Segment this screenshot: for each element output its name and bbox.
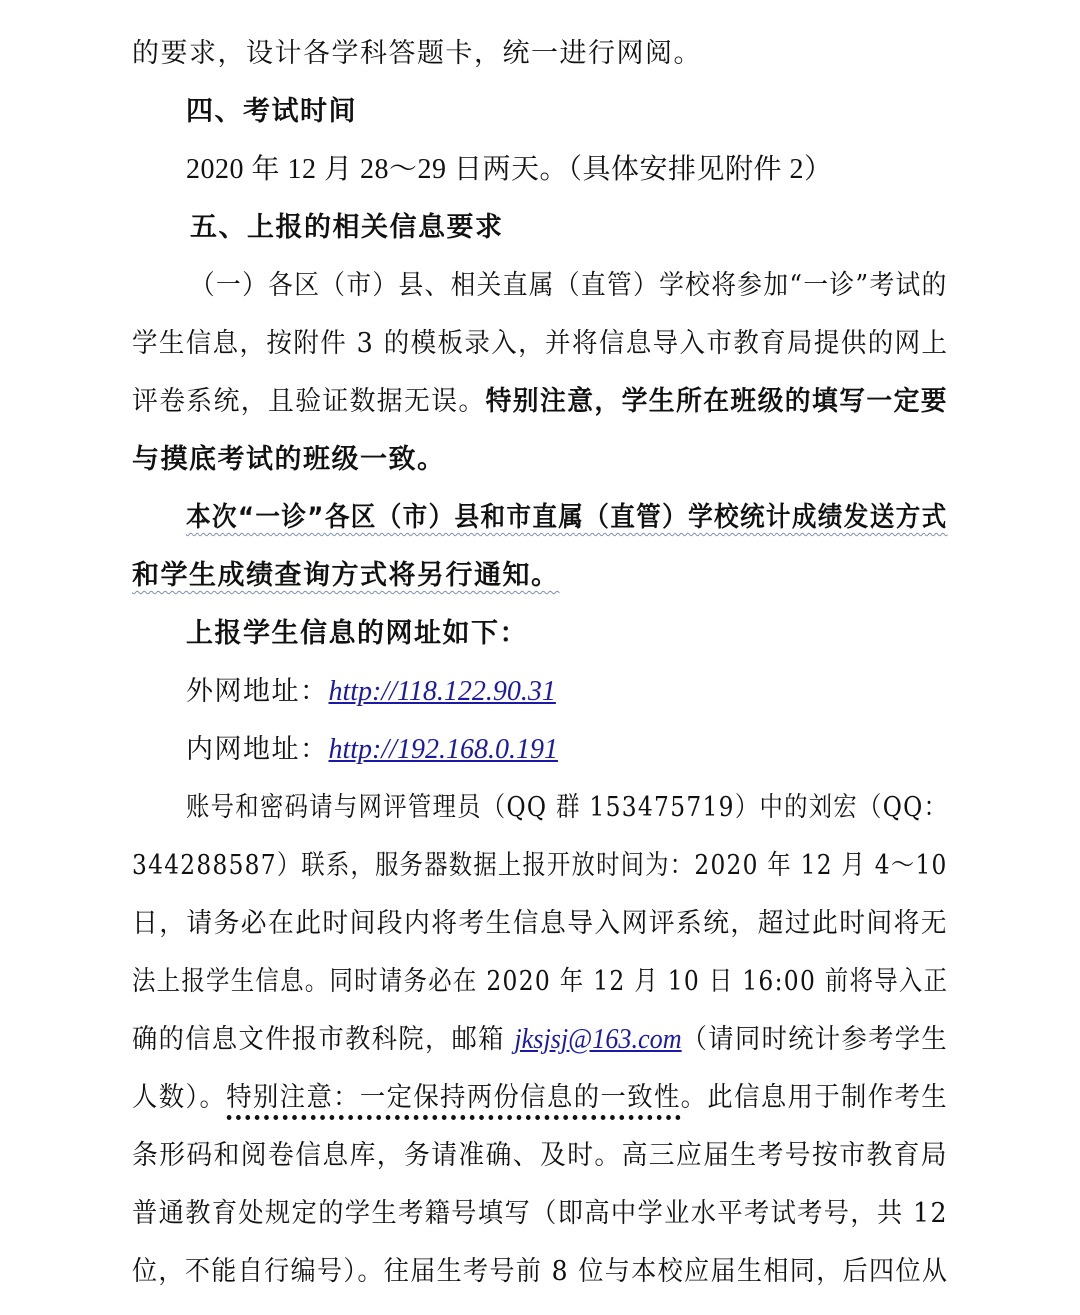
text-line: 法上报学生信息。同时请务必在 2020 年 12 月 10 日 16:00 前将导入正 (132, 966, 949, 997)
bold-notice: 特别注意，学生所在班级的填写一定要 (485, 386, 949, 417)
text-line: 的要求，设计各学科答题卡，统一进行网阅。 (132, 38, 702, 69)
text-line: （一）各区（市）县、相关直属（直管）学校将参加“一诊”考试的 (190, 270, 948, 301)
section-heading-report-info: 五、上报的相关信息要求 (190, 212, 504, 243)
text-line: 学生信息，按附件 3 的模板录入，并将信息导入市教育局提供的网上 (132, 328, 949, 359)
section-heading-exam-time: 四、考试时间 (186, 96, 357, 127)
emphasis-dotted: 特别注意：一定保持两份信息的一致性 (226, 1082, 680, 1120)
text-span: 确的信息文件报市教科院，邮箱 (132, 1024, 515, 1055)
text-line: 账号和密码请与网评管理员（QQ 群 153475719）中的刘宏（QQ： (186, 792, 949, 823)
text-span: 。此信息用于制作考生 (680, 1082, 948, 1113)
internal-url-link[interactable]: http://192.168.0.191 (328, 734, 558, 765)
text-span: 评卷系统，且验证数据无误。 (132, 386, 486, 417)
text-span: （请同时统计参考学生 (681, 1024, 949, 1055)
external-url-label: 外网地址： (186, 676, 329, 707)
email-link[interactable]: jksjsj@163.com (514, 1024, 682, 1055)
text-line (132, 1078, 948, 1118)
external-url-link[interactable]: http://118.122.90.31 (328, 676, 556, 707)
internal-url-row (186, 730, 558, 770)
text-line: 2020 年 12 月 28～29 日两天。（具体安排见附件 2） (186, 154, 833, 185)
text-line (132, 382, 948, 422)
text-line (132, 1020, 948, 1060)
bold-notice: 与摸底考试的班级一致。 (132, 444, 446, 475)
url-intro: 上报学生信息的网址如下： (186, 618, 528, 649)
text-line: 日，请务必在此时间段内将考生信息导入网评系统，超过此时间将无 (132, 908, 949, 939)
bold-notice: 本次“一诊”各区（市）县和市直属（直管）学校统计成绩发送方式 (186, 502, 948, 533)
external-url-row (186, 672, 556, 712)
internal-url-label: 内网地址： (186, 734, 329, 765)
text-line: 普通教育处规定的学生考籍号填写（即高中学业水平考试考号，共 12 (132, 1198, 948, 1229)
text-line: 条形码和阅卷信息库，务请准确、及时。高三应届生考号按市教育局 (132, 1140, 949, 1171)
text-span: 人数）。 (132, 1082, 227, 1113)
text-line: 344288587）联系，服务器数据上报开放时间为：2020 年 12 月 4～10 (132, 850, 948, 881)
bold-notice: 和学生成绩查询方式将另行通知。 (132, 560, 560, 591)
text-line: 位，不能自行编号）。往届生考号前 8 位与本校应届生相同，后四位从 (132, 1256, 949, 1287)
